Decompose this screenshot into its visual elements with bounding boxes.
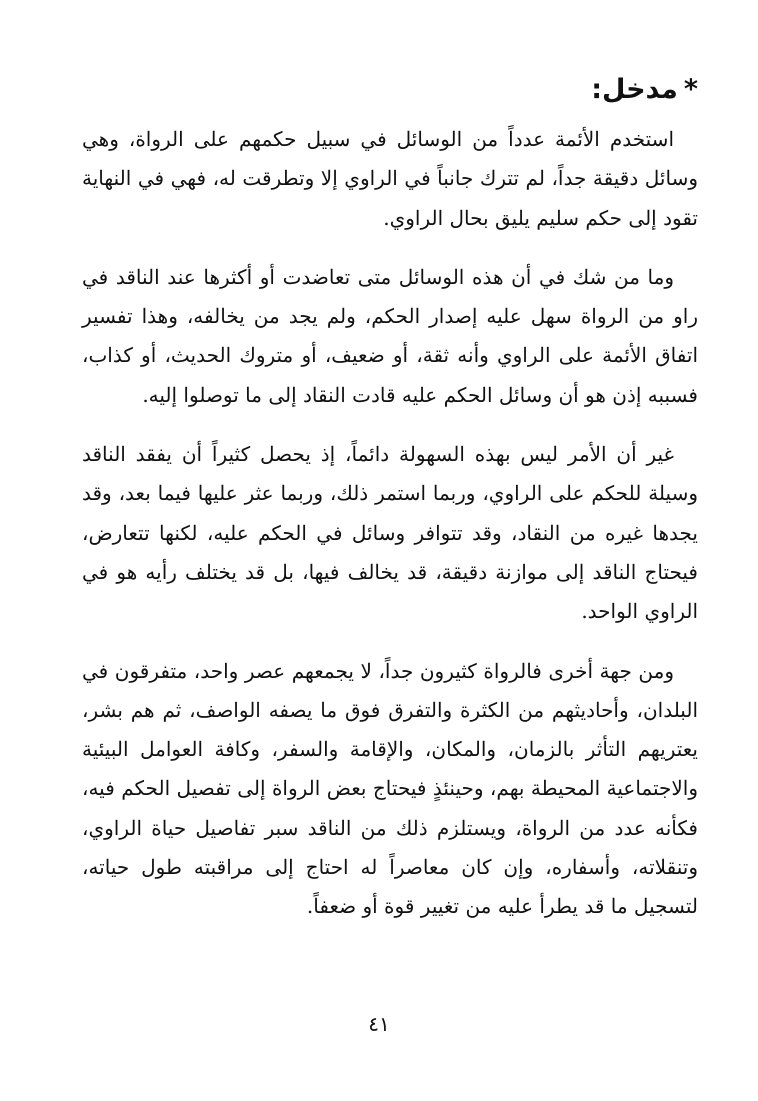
- paragraph-1: استخدم الأئمة عدداً من الوسائل في سبيل حكمهم على الرواة، وهي وسائل دقيقة جداً، لم تترك جانباً في الراوي إلا وتطرقت له، فهي في النهاية تقود إلى حكم سليم يليق بحال الراوي.: [82, 127, 698, 230]
- paragraph-2: وما من شك في أن هذه الوسائل متى تعاضدت أو أكثرها عند الناقد في راو من الرواة سهل عليه إصدار الحكم، ولم يجد من يخالفه، وهذا تفسير اتفاق الأئمة على الراوي وأنه ثقة، أو ضعيف، أو متروك الحديث، أو كذاب، فسببه إذن هو أن وسائل الحكم عليه قادت النقاد إلى ما توصلوا إليه.: [82, 264, 698, 407]
- section-title: مدخل:: [591, 74, 678, 105]
- page-number: ٤١: [368, 1012, 390, 1036]
- asterisk-marker: *: [683, 74, 698, 105]
- paragraph-3: غير أن الأمر ليس بهذه السهولة دائماً، إذ يحصل كثيراً أن يفقد الناقد وسيلة للحكم على الراوي، وربما استمر ذلك، وربما عثر عليها فيما بعد، وقد يجدها غيره من النقاد، وقد تتوافر وسائل في الحكم عليه، لكنها تتعارض، فيحتاج الناقد إلى موازنة دقيقة، قد يخالف فيها، بل قد يختلف رأيه هو في الراوي الواحد.: [82, 442, 698, 624]
- section-heading: [82, 70, 698, 110]
- page-content: [82, 70, 698, 947]
- paragraph-4: ومن جهة أخرى فالرواة كثيرون جداً، لا يجمعهم عصر واحد، متفرقون في البلدان، وأحاديثهم من الكثرة والتفرق فوق ما يصفه الواصف، ثم هم بشر، يعتريهم التأثر بالزمان، والمكان، والإقامة والسفر، وكافة العوامل البيئية والاجتماعية المحيطة بهم، وحينئذٍ فيحتاج بعض الرواة إلى تفصيل الحكم فيه، فكأنه عدد من الرواة، ويستلزم ذلك من الناقد سبر تفاصيل حياة الراوي، وتنقلاته، وأسفاره، وإن كان معاصراً له احتاج إلى مراقبته طول حياته، لتسجيل ما قد يطرأ عليه من تغيير قوة أو ضعفاً.: [82, 658, 698, 919]
